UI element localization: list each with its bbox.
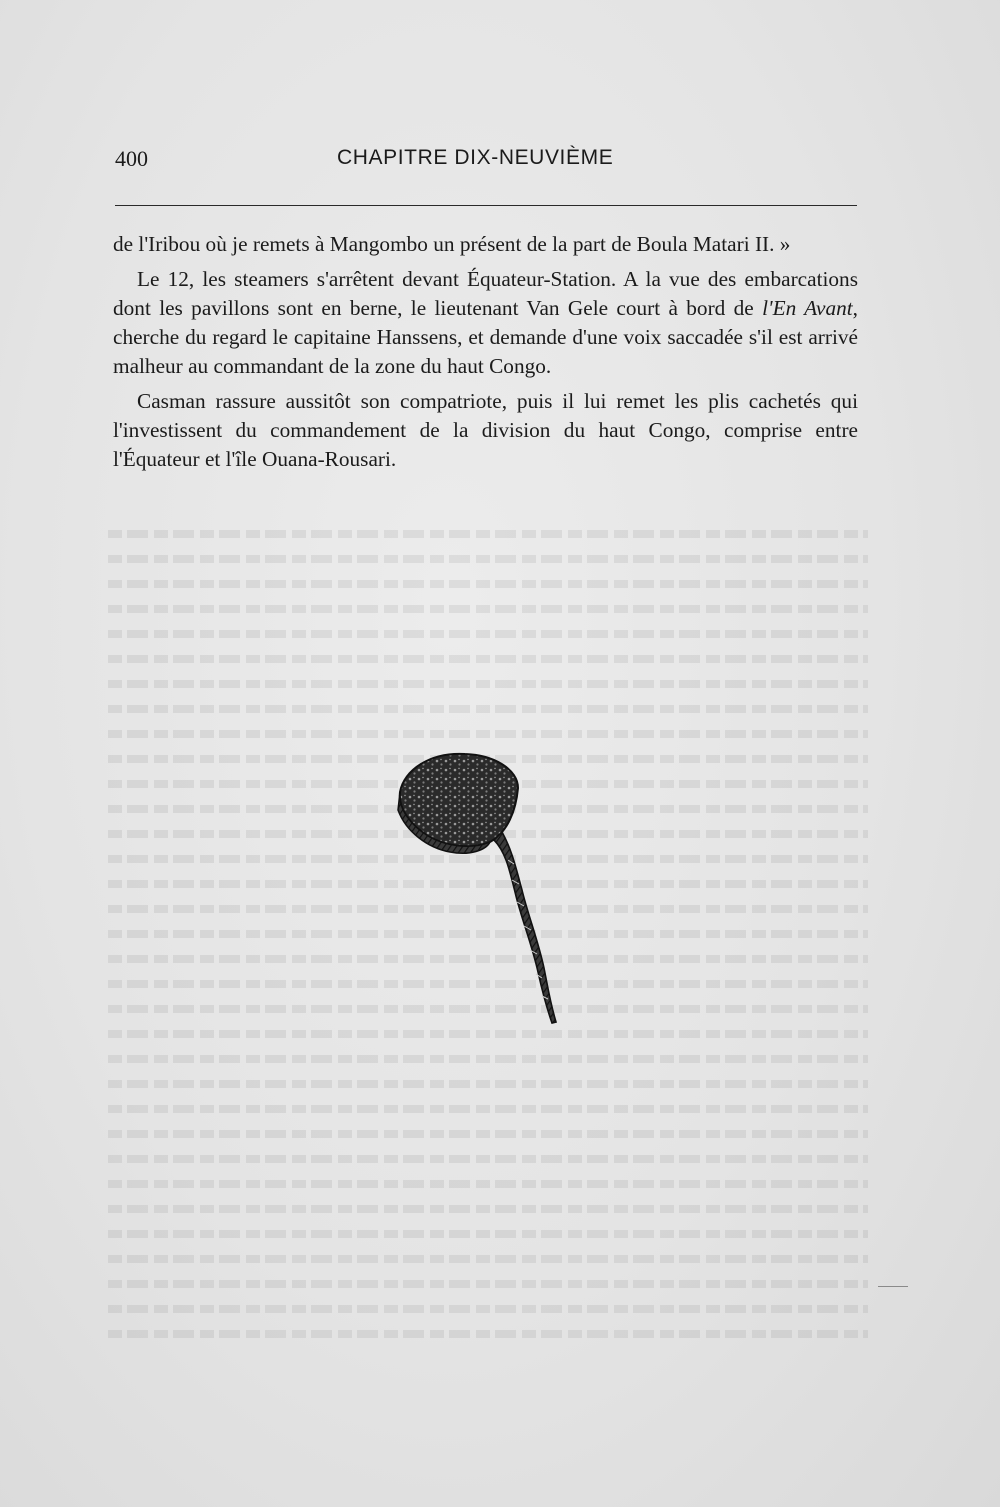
- paragraph-2-after: , cherche du regard le capitaine Hanssens, et demande d'une voix saccadée s'il est arrivé malheur au commandant de la zone du haut Congo.: [113, 296, 858, 378]
- page-number: 400: [115, 146, 148, 171]
- engraving-illustration: [390, 740, 570, 1040]
- paragraph-1: de l'Iribou où je remets à Mangombo un présent de la part de Boula Matari II. »: [113, 232, 791, 256]
- paragraph-3: Casman rassure aussitôt son compatriote, puis il lui remet les plis cachetés qui l'investissent du commandement de la division du haut Congo, comprise entre l'Équateur et l'île Ouana-Rousari.: [113, 389, 858, 471]
- ship-name: l'En Avant: [762, 296, 853, 320]
- paragraph-2: [113, 265, 858, 381]
- running-header: [115, 140, 855, 180]
- header-rule: [115, 205, 857, 206]
- margin-mark: [878, 1286, 908, 1287]
- paragraph-2-before: Le 12, les steamers s'arrêtent devant Équateur-Station. A la vue des embarcations dont les pavillons sont en berne, le lieutenant Van Gele court à bord de: [113, 267, 858, 320]
- body-text: [113, 230, 858, 480]
- chapter-title: CHAPITRE DIX-NEUVIÈME: [337, 146, 614, 169]
